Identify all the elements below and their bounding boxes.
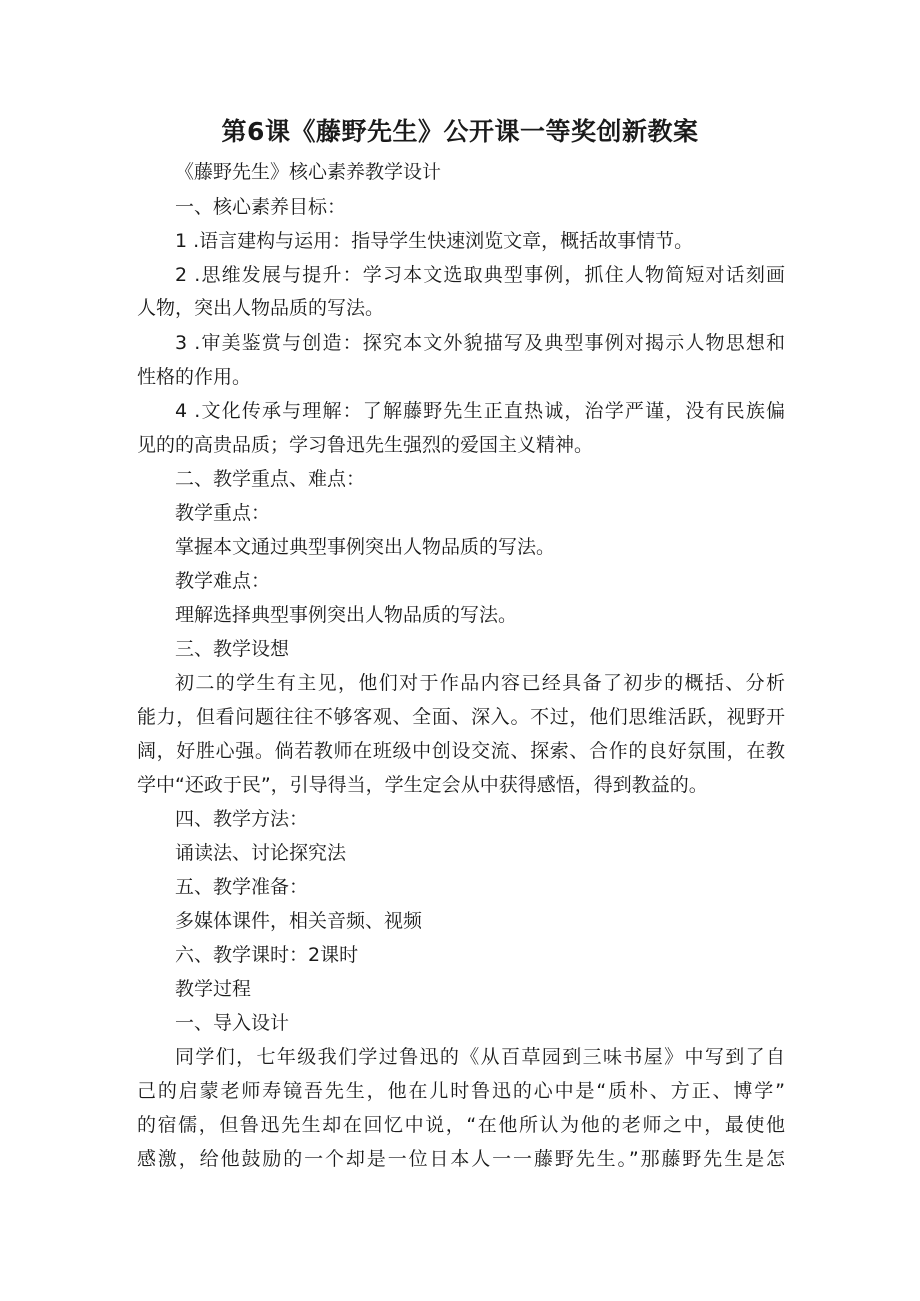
paragraph-line: 1 .语言建构与运用：指导学生快速浏览文章，概括故事情节。 xyxy=(175,230,694,252)
paragraph-line: 理解选择典型事例突出人物品质的写法。 xyxy=(175,604,518,626)
paragraph-line: 学中“还政于民”，引导得当，学生定会从中获得感悟，得到教益的。 xyxy=(137,774,708,796)
paragraph-line: 4 .文化传承与理解：了解藤野先生正直热诚，治学严谨，没有民族偏 xyxy=(175,400,785,422)
paragraph-line: 2 .思维发展与提升：学习本文选取典型事例，抓住人物简短对话刻画 xyxy=(175,264,785,286)
paragraph-line: 初二的学生有主见，他们对于作品内容已经具备了初步的概括、分析 xyxy=(175,672,785,694)
paragraph-line: 诵读法、讨论探究法 xyxy=(175,842,347,864)
paragraph-line: 同学们，七年级我们学过鲁迅的《从百草园到三味书屋》中写到了自 xyxy=(175,1046,785,1068)
paragraph-line: 感激，给他鼓励的一个却是一位日本人一一藤野先生。”那藤野先生是怎 xyxy=(137,1148,785,1170)
paragraph-line: 掌握本文通过典型事例突出人物品质的写法。 xyxy=(175,536,556,558)
paragraph-line: 己的启蒙老师寿镜吾先生，他在儿时鲁迅的心中是“质朴、方正、博学” xyxy=(137,1080,785,1102)
section-heading: 四、教学方法： xyxy=(175,808,309,830)
paragraph-line: 人物，突出人物品质的写法。 xyxy=(137,297,385,319)
paragraph-line: 能力，但看问题往往不够客观、全面、深入。不过，他们思维活跃，视野开 xyxy=(137,706,785,728)
section-heading: 一、导入设计 xyxy=(175,1012,290,1034)
subheading: 教学重点： xyxy=(175,502,271,524)
section-heading: 六、教学课时：2课时 xyxy=(175,944,359,966)
paragraph-line: 多媒体课件，相关音频、视频 xyxy=(175,910,423,932)
paragraph-line: 的宿儒，但鲁迅先生却在回忆中说，“在他所认为他的老师之中，最使他 xyxy=(137,1114,785,1136)
subheading: 教学难点： xyxy=(175,570,271,592)
section-heading: 教学过程 xyxy=(175,978,252,1000)
section-heading: 二、教学重点、难点： xyxy=(175,468,366,490)
paragraph-line: 见的的高贵品质；学习鲁迅先生强烈的爱国主义精神。 xyxy=(137,434,594,456)
paragraph-line: 性格的作用。 xyxy=(137,366,252,388)
section-heading: 一、核心素养目标： xyxy=(175,196,347,218)
section-heading: 三、教学设想 xyxy=(175,638,290,660)
section-heading: 五、教学准备： xyxy=(175,876,309,898)
paragraph-line: 阔，好胜心强。倘若教师在班级中创设交流、探索、合作的良好氛围，在教 xyxy=(137,740,785,762)
paragraph-line: 3 .审美鉴赏与创造：探究本文外貌描写及典型事例对揭示人物思想和 xyxy=(175,332,785,354)
document-title: 第6课《藤野先生》公开课一等奖创新教案 xyxy=(221,117,699,146)
subtitle: 《藤野先生》核心素养教学设计 xyxy=(175,161,442,183)
